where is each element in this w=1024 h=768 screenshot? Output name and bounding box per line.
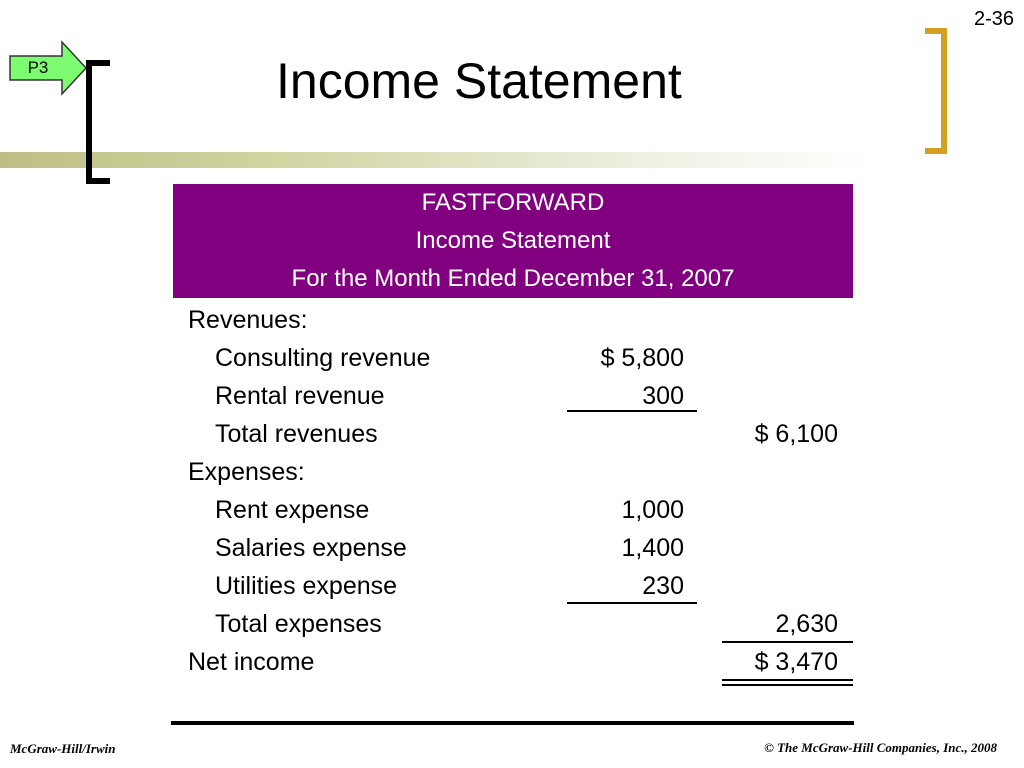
statement-period: For the Month Ended December 31, 2007 <box>291 265 735 292</box>
row-total: 2,630 <box>775 610 838 638</box>
row-label: Salaries expense <box>215 534 407 562</box>
row-label: Total expenses <box>215 610 382 638</box>
revenues-heading: Revenues: <box>188 306 308 334</box>
subtotal-rule <box>567 410 697 412</box>
row-total: $ 3,470 <box>754 648 838 676</box>
page-title: Income Statement <box>276 53 682 109</box>
expenses-heading: Expenses: <box>188 458 305 486</box>
subtotal-rule <box>722 641 853 643</box>
slide-number: 2-36 <box>973 8 1014 30</box>
table-row <box>0 568 1024 606</box>
left-bracket <box>86 60 110 184</box>
right-bracket <box>925 28 947 154</box>
table-row <box>0 340 1024 378</box>
table-row <box>0 530 1024 568</box>
row-total: $ 6,100 <box>754 420 838 448</box>
company-name: FASTFORWARD <box>421 189 605 216</box>
row-amount: 230 <box>642 572 684 600</box>
row-label: Utilities expense <box>215 572 398 600</box>
row-amount: 300 <box>642 382 684 410</box>
row-label: Rent expense <box>215 496 370 524</box>
row-label: Consulting revenue <box>215 344 431 372</box>
accent-bar <box>0 152 1024 168</box>
row-amount: $ 5,800 <box>600 344 684 372</box>
table-row <box>0 378 1024 416</box>
table-row <box>0 644 1024 682</box>
table-row <box>0 416 1024 454</box>
footer-copyright: © The McGraw-Hill Companies, Inc., 2008 <box>764 740 997 755</box>
revenues-heading-row <box>0 302 1024 340</box>
statement-bottom-line <box>171 721 854 725</box>
row-label: Net income <box>188 648 315 676</box>
badge-label: P3 <box>27 58 49 77</box>
expenses-heading-row <box>0 454 1024 492</box>
row-label: Rental revenue <box>215 382 385 410</box>
row-label: Total revenues <box>215 420 378 448</box>
learning-objective-badge <box>8 40 90 96</box>
footer-publisher: McGraw-Hill/Irwin <box>10 741 116 756</box>
table-row <box>0 492 1024 530</box>
double-rule-top <box>722 679 853 681</box>
statement-header <box>173 184 853 298</box>
row-amount: 1,000 <box>621 496 684 524</box>
statement-name: Income Statement <box>415 227 611 254</box>
double-rule-bottom <box>722 684 853 686</box>
table-row <box>0 606 1024 644</box>
subtotal-rule <box>567 602 697 604</box>
row-amount: 1,400 <box>621 534 684 562</box>
